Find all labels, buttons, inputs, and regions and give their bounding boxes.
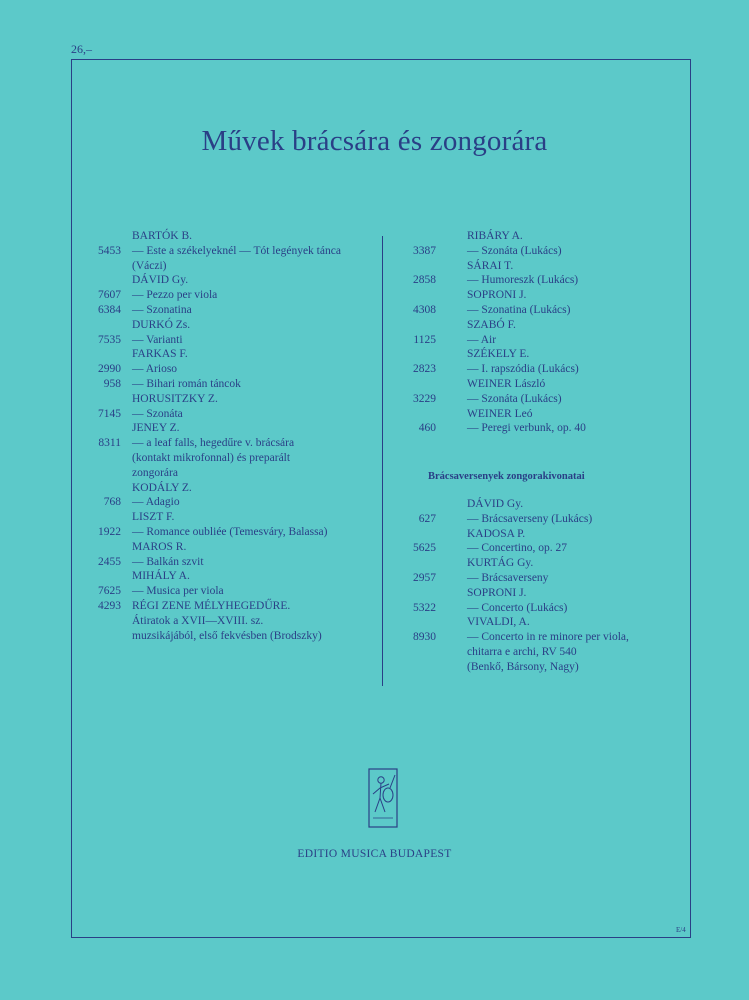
catalog-text: SZÉKELY E. bbox=[467, 348, 530, 361]
catalog-text: MAROS R. bbox=[132, 540, 187, 553]
catalog-number: 3229 bbox=[413, 392, 436, 405]
catalog-number: 2858 bbox=[413, 274, 436, 287]
catalog-number: 5453 bbox=[98, 244, 121, 257]
catalog-entry bbox=[71, 525, 371, 540]
concerto-section-heading: Brácsaversenyek zongorakivonatai bbox=[428, 471, 585, 482]
catalog-entry bbox=[380, 303, 680, 318]
catalog-text: — Bihari román táncok bbox=[132, 377, 241, 390]
publisher-name: EDITIO MUSICA BUDAPEST bbox=[297, 848, 452, 860]
catalog-entry bbox=[380, 497, 680, 512]
catalog-number: 2990 bbox=[98, 363, 121, 376]
left-catalog-column bbox=[71, 229, 371, 643]
catalog-entry bbox=[71, 244, 371, 259]
catalog-entry bbox=[71, 555, 371, 570]
catalog-text: — Arioso bbox=[132, 363, 178, 376]
catalog-text: SÁRAI T. bbox=[467, 259, 514, 272]
catalog-text: — Balkán szvit bbox=[132, 555, 204, 568]
catalog-entry bbox=[380, 362, 680, 377]
catalog-text: — Brácsaverseny bbox=[467, 571, 549, 584]
catalog-text: MIHÁLY A. bbox=[132, 570, 190, 583]
catalog-text: — Romance oubliée (Temesváry, Balassa) bbox=[132, 525, 328, 538]
catalog-entry bbox=[71, 466, 371, 481]
price-label: 26,– bbox=[71, 42, 92, 56]
catalog-text: — Concerto (Lukács) bbox=[467, 601, 568, 614]
catalog-entry bbox=[380, 571, 680, 586]
catalog-entry bbox=[71, 273, 371, 288]
catalog-number: 2455 bbox=[98, 555, 121, 568]
catalog-entry bbox=[380, 273, 680, 288]
catalog-text: — Este a székelyeknél — Tót legények tánca bbox=[132, 244, 341, 257]
catalog-text: — Concerto in re minore per viola, bbox=[467, 631, 629, 644]
catalog-entry bbox=[380, 318, 680, 333]
catalog-text: WEINER Leó bbox=[467, 407, 533, 420]
publisher-logo-icon bbox=[368, 768, 398, 828]
catalog-text: — Air bbox=[467, 333, 497, 346]
catalog-entry bbox=[71, 421, 371, 436]
catalog-text: — Pezzo per viola bbox=[132, 289, 218, 302]
catalog-entry bbox=[380, 660, 680, 675]
catalog-entry bbox=[380, 347, 680, 362]
catalog-text: HORUSITZKY Z. bbox=[132, 392, 218, 405]
catalog-text: chitarra e archi, RV 540 bbox=[467, 645, 577, 658]
catalog-entry bbox=[71, 569, 371, 584]
catalog-number: 6384 bbox=[98, 303, 121, 316]
catalog-number: 2957 bbox=[413, 571, 436, 584]
catalog-number: 8930 bbox=[413, 631, 436, 644]
catalog-text: FARKAS F. bbox=[132, 348, 188, 361]
catalog-entry bbox=[71, 451, 371, 466]
catalog-text: DURKÓ Zs. bbox=[132, 318, 191, 331]
catalog-entry bbox=[71, 481, 371, 496]
catalog-text: KODÁLY Z. bbox=[132, 481, 192, 494]
catalog-entry bbox=[71, 318, 371, 333]
catalog-entry bbox=[71, 259, 371, 274]
catalog-entry bbox=[71, 407, 371, 422]
catalog-entry bbox=[71, 510, 371, 525]
catalog-entry bbox=[71, 599, 371, 614]
catalog-entry bbox=[380, 615, 680, 630]
catalog-number: 7145 bbox=[98, 407, 121, 420]
catalog-entry bbox=[71, 333, 371, 348]
catalog-text: DÁVID Gy. bbox=[467, 498, 524, 510]
catalog-number: 958 bbox=[103, 377, 121, 390]
catalog-text: WEINER László bbox=[467, 377, 546, 390]
catalog-entry bbox=[380, 259, 680, 274]
catalog-number: 7607 bbox=[98, 289, 121, 302]
catalog-entry bbox=[380, 527, 680, 542]
catalog-number: 5625 bbox=[413, 542, 436, 555]
catalog-text: SOPRONI J. bbox=[467, 289, 527, 302]
catalog-number: 5322 bbox=[413, 601, 436, 614]
catalog-number: 7535 bbox=[98, 333, 121, 346]
catalog-text: RÉGI ZENE MÉLYHEGEDŰRE. bbox=[132, 599, 291, 612]
catalog-number: 4308 bbox=[413, 303, 436, 316]
catalog-entry bbox=[71, 495, 371, 510]
catalog-number: 768 bbox=[103, 496, 121, 509]
catalog-entry bbox=[71, 362, 371, 377]
catalog-entry bbox=[71, 614, 371, 629]
catalog-text: — I. rapszódia (Lukács) bbox=[467, 363, 579, 376]
catalog-text: — a leaf falls, hegedűre v. brácsára bbox=[132, 437, 295, 450]
page-title: Művek brácsára és zongorára bbox=[201, 125, 548, 157]
catalog-entry bbox=[71, 347, 371, 362]
catalog-entry bbox=[380, 645, 680, 660]
catalog-entry bbox=[380, 541, 680, 556]
catalog-text: (Váczi) bbox=[132, 259, 167, 272]
catalog-text: (kontakt mikrofonnal) és preparált bbox=[132, 451, 291, 464]
catalog-entry bbox=[71, 288, 371, 303]
catalog-text: KURTÁG Gy. bbox=[467, 557, 534, 570]
catalog-entry bbox=[380, 392, 680, 407]
catalog-entry bbox=[380, 229, 680, 244]
catalog-entry bbox=[71, 377, 371, 392]
catalog-number: 8311 bbox=[98, 437, 121, 450]
right-catalog-column bbox=[380, 229, 680, 436]
catalog-entry bbox=[380, 556, 680, 571]
catalog-entry bbox=[380, 333, 680, 348]
catalog-text: LISZT F. bbox=[132, 511, 175, 524]
catalog-text: SZABÓ F. bbox=[467, 318, 516, 331]
catalog-entry bbox=[380, 630, 680, 645]
catalog-entry bbox=[380, 407, 680, 422]
catalog-entry bbox=[380, 421, 680, 436]
catalog-number: 1125 bbox=[413, 333, 436, 346]
catalog-text: DÁVID Gy. bbox=[132, 274, 189, 287]
catalog-text: muzsikájából, első fekvésben (Brodszky) bbox=[132, 629, 322, 642]
catalog-number: 1922 bbox=[98, 525, 121, 538]
catalog-entry bbox=[71, 436, 371, 451]
catalog-number: 627 bbox=[418, 512, 436, 525]
catalog-entry bbox=[71, 584, 371, 599]
catalog-text: — Peregi verbunk, op. 40 bbox=[467, 422, 586, 435]
catalog-number: 4293 bbox=[98, 599, 121, 612]
catalog-entry bbox=[380, 377, 680, 392]
catalog-entry bbox=[380, 244, 680, 259]
catalog-entry bbox=[71, 229, 371, 244]
catalog-entry bbox=[71, 540, 371, 555]
catalog-text: zongorára bbox=[132, 466, 178, 479]
catalog-text: SOPRONI J. bbox=[467, 586, 527, 599]
concerto-catalog-column bbox=[380, 497, 680, 675]
catalog-text: — Musica per viola bbox=[132, 585, 224, 598]
catalog-entry bbox=[71, 629, 371, 644]
catalog-text: — Szonáta bbox=[132, 407, 183, 420]
catalog-text: Átiratok a XVII—XVIII. sz. bbox=[132, 614, 264, 627]
catalog-text: KADOSA P. bbox=[467, 527, 526, 540]
catalog-text: — Szonáta (Lukács) bbox=[467, 244, 562, 257]
catalog-number: 3387 bbox=[413, 244, 436, 257]
catalog-text: BARTÓK B. bbox=[132, 230, 193, 242]
catalog-number: 7625 bbox=[98, 585, 121, 598]
catalog-text: — Humoreszk (Lukács) bbox=[467, 274, 579, 287]
catalog-number: 2823 bbox=[413, 363, 436, 376]
catalog-entry bbox=[380, 586, 680, 601]
catalog-text: — Varianti bbox=[132, 333, 183, 346]
catalog-text: — Szonáta (Lukács) bbox=[467, 392, 562, 405]
catalog-entry bbox=[380, 288, 680, 303]
catalog-text: — Brácsaverseny (Lukács) bbox=[467, 512, 593, 525]
catalog-text: — Szonatina bbox=[132, 303, 192, 316]
catalog-entry bbox=[71, 303, 371, 318]
catalog-text: JENEY Z. bbox=[132, 422, 180, 435]
catalog-text: (Benkő, Bársony, Nagy) bbox=[467, 660, 579, 673]
catalog-text: — Adagio bbox=[132, 496, 180, 509]
catalog-text: VIVALDI, A. bbox=[467, 616, 530, 629]
catalog-code: E/4 bbox=[676, 926, 686, 934]
catalog-entry bbox=[71, 392, 371, 407]
catalog-number: 460 bbox=[418, 422, 436, 435]
catalog-text: RIBÁRY A. bbox=[467, 230, 523, 242]
catalog-text: — Szonatina (Lukács) bbox=[467, 303, 571, 316]
catalog-entry bbox=[380, 512, 680, 527]
catalog-text: — Concertino, op. 27 bbox=[467, 542, 567, 555]
catalog-entry bbox=[380, 601, 680, 616]
